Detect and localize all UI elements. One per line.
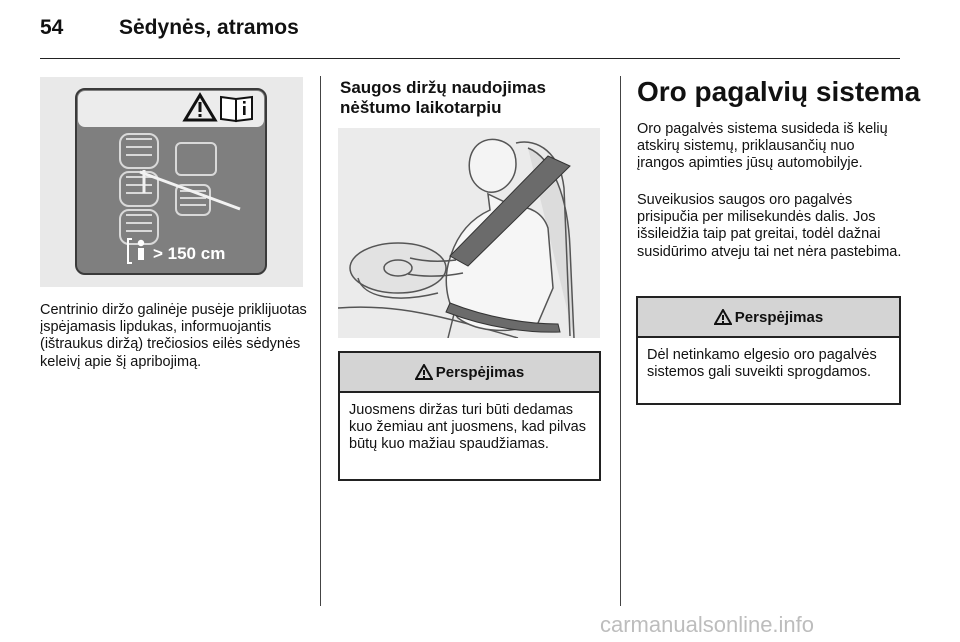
warning-title: Perspėjimas [734, 308, 824, 326]
airbag-paragraph-1: Oro pagalvės sistema susideda iš kelių atskirų sistemų, priklausančių nuo įrangos apimties jūsų automobilyje. [637, 121, 888, 172]
section-heading-airbag: Oro pagalvių sistema [637, 76, 921, 107]
warning-triangle-icon [415, 364, 433, 380]
running-title: Sėdynės, atramos [119, 16, 299, 39]
header-rule [40, 58, 900, 59]
warning-box-belt [338, 351, 601, 481]
section-heading-pregnancy: Saugos diržų naudojimas nėštumo laikotarpiu [340, 78, 546, 117]
warning-sticker-figure [40, 77, 303, 287]
warning-title: Perspėjimas [435, 363, 525, 381]
warning-header [638, 298, 899, 338]
watermark: carmanualsonline.info [600, 612, 815, 637]
column-divider [620, 76, 621, 606]
owner-manual-icon [221, 97, 252, 121]
height-limit-text: > 150 cm [153, 244, 226, 263]
airbag-paragraph-2: Suveikusios saugos oro pagalvės prisipučia per milisekundės dalis. Jos išsileidžia taip pat greitai, todėl dažnai susidūrimo atveju tai net nėra pastebima. [637, 192, 902, 260]
warning-triangle-icon [714, 309, 732, 325]
warning-box-airbag [636, 296, 901, 405]
page-number: 54 [40, 16, 64, 39]
column-divider [320, 76, 321, 606]
pregnancy-belt-figure [338, 128, 600, 338]
warning-header [340, 353, 599, 393]
warning-text: Juosmens diržas turi būti dedamas kuo žemiau ant juosmens, kad pilvas būtų kuo mažiau spaudžiamas. [349, 402, 586, 453]
sticker-description: Centrinio diržo galinėje pusėje priklijuotas įspėjamasis lipdukas, informuojantis (ištraukus diržą) trečiosios eilės sėdynės keleivį apie šį apribojimą. [40, 302, 307, 370]
warning-text: Dėl netinkamo elgesio oro pagalvės sistemos gali suveikti sprogdamos. [647, 347, 877, 381]
